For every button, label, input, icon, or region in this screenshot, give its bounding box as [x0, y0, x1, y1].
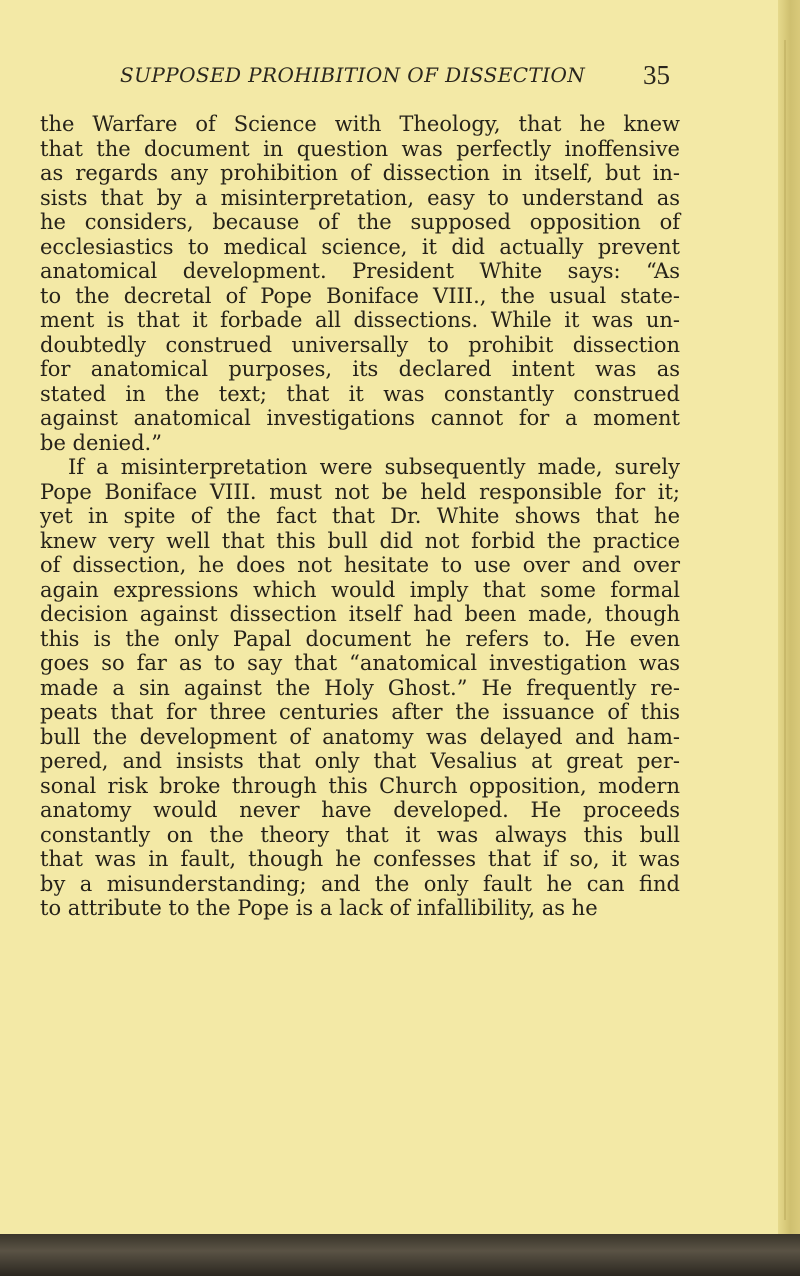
text-line: peats that for three centuries after the issuance of this: [40, 700, 680, 724]
text-line: yet in spite of the fact that Dr. White shows that he: [40, 504, 680, 528]
text-line: again expressions which would imply that some formal: [40, 577, 680, 602]
text-line: stated in the text; that it was constantly construed: [40, 381, 680, 406]
text-line: to attribute to the Pope is a lack of infallibility, as he: [40, 896, 598, 920]
text-line: to the decretal of Pope Boniface VIII., the usual state-: [40, 283, 680, 308]
text-line: decision against dissection itself had been made, though: [40, 602, 680, 626]
text-line: anatomical development. President White says: “As: [40, 259, 680, 283]
text-line: anatomy would never have developed. He proceeds: [40, 798, 680, 822]
text-line: made a sin against the Holy Ghost.” He frequently re-: [40, 675, 680, 700]
text-line: constantly on the theory that it was always this bull: [40, 822, 680, 847]
text-line: sonal risk broke through this Church opposition, modern: [40, 773, 680, 798]
text-line: doubtedly construed universally to prohibit dissection: [40, 332, 680, 357]
text-line: by a misunderstanding; and the only fault he can find: [40, 871, 680, 896]
text-line: for anatomical purposes, its declared intent was as: [40, 357, 680, 381]
text-line: as regards any prohibition of dissection in itself, but in-: [40, 161, 680, 185]
page-edge: [778, 0, 800, 1276]
text-line: of dissection, he does not hesitate to use over and over: [40, 553, 680, 577]
text-line: ecclesiastics to medical science, it did actually prevent: [40, 234, 680, 259]
text-line: Pope Boniface VIII. must not be held responsible for it;: [40, 479, 680, 504]
running-title: SUPPOSED PROHIBITION OF DISSECTION: [120, 63, 586, 87]
text-line: ment is that it forbade all dissections. While it was un-: [40, 308, 680, 332]
text-line: If a misinterpretation were subsequently made, surely: [68, 455, 680, 479]
text-line: bull the development of anatomy was delayed and ham-: [40, 724, 680, 749]
page-number: 35: [643, 60, 670, 90]
text-line: that the document in question was perfectly inoffensive: [40, 136, 680, 161]
text-line: that was in fault, though he confesses that if so, it was: [40, 847, 680, 871]
text-line: be denied.”: [40, 430, 162, 455]
text-line: knew very well that this bull did not forbid the practice: [40, 528, 680, 553]
text-line: he considers, because of the supposed opposition of: [40, 210, 680, 234]
text-line: pered, and insists that only that Vesalius at great per-: [40, 749, 680, 773]
text-line: against anatomical investigations cannot for a moment: [40, 406, 680, 430]
text-line: the Warfare of Science with Theology, that he knew: [40, 112, 680, 136]
body-text: [40, 112, 680, 921]
scan-bottom-shadow: [0, 1234, 800, 1276]
text-line: goes so far as to say that “anatomical investigation was: [40, 651, 680, 675]
text-line: sists that by a misinterpretation, easy to understand as: [40, 185, 680, 210]
text-line: this is the only Papal document he refers to. He even: [40, 626, 680, 651]
